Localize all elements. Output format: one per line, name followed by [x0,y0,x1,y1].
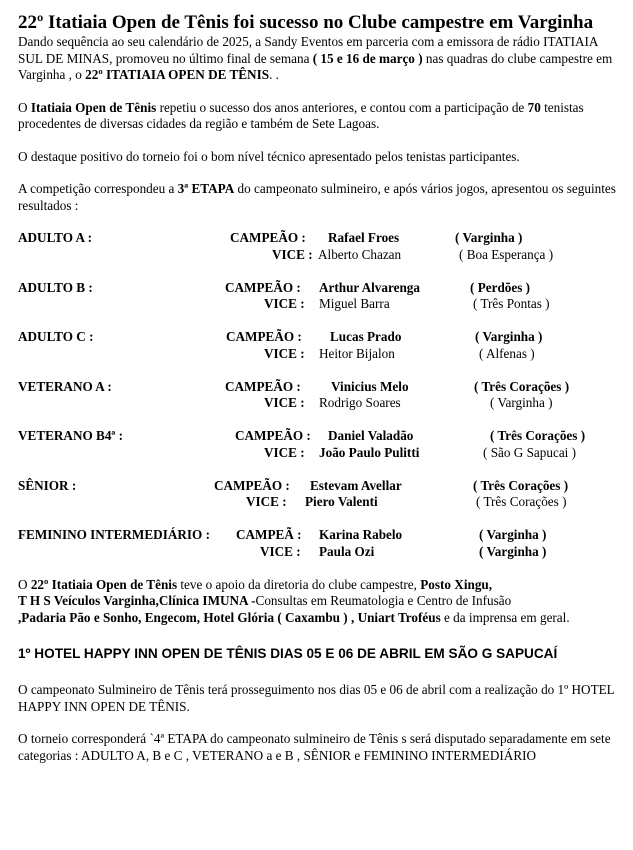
category-label: ADULTO B : [18,279,93,295]
champion-name: Arthur Alvarenga [319,279,420,295]
champion-name: Estevam Avellar [310,477,402,493]
champion-name: Rafael Froes [328,230,400,245]
competition-paragraph: A competição correspondeu a 3ª ETAPA do campeonato sulmineiro, e após vários jogos, apresentou os seguintes resultados : [18,181,616,213]
category-label: VETERANO A : [18,378,112,394]
vice-city: ( Três Corações ) [476,494,567,509]
vice-name: Rodrigo Soares [319,395,401,410]
champion-city: ( Perdões ) [470,279,531,295]
article [18,12,622,764]
champion-label: CAMPEÃ : [236,527,302,542]
result-row [18,527,622,560]
vice-name: Paula Ozi [319,543,375,559]
vice-name: João Paulo Pulitti [319,444,420,460]
result-row [18,230,622,263]
highlight-paragraph: O destaque positivo do torneio foi o bom nível técnico apresentado pelos tenistas participantes. [18,148,520,164]
result-row [18,428,622,461]
vice-label: VICE : [264,345,305,361]
vice-label: VICE : [264,296,305,311]
vice-city: ( Boa Esperança ) [459,246,554,262]
champion-name: Daniel Valadão [328,428,414,443]
category-label: ADULTO C : [18,329,94,344]
result-row [18,280,622,313]
next-event-categories-paragraph: O torneio corresponderá `4ª ETAPA do campeonato sulmineiro de Tênis s será disputado separadamente em sete categorias : ADULTO A, B e C , VETERANO a e B , SÊNIOR e FEMININO INTERMEDIÁRIO [18,731,611,763]
vice-label: VICE : [246,494,287,509]
next-event-title: 1º HOTEL HAPPY INN OPEN DE TÊNIS DIAS 05 E 06 DE ABRIL EM SÃO G SAPUCAÍ [18,646,558,661]
category-label: VETERANO B4ª : [18,428,124,443]
vice-city: ( São G Sapucai ) [483,444,577,460]
vice-name: Alberto Chazan [318,246,402,262]
champion-label: CAMPEÃO : [235,428,311,443]
champion-city: ( Varginha ) [455,230,523,245]
champion-label: CAMPEÃO : [230,230,306,245]
champion-label: CAMPEÃO : [225,279,301,295]
champion-label: CAMPEÃO : [225,378,301,394]
result-row [18,379,622,412]
vice-label: VICE : [272,246,313,262]
intro-paragraph: Dando sequência ao seu calendário de 2025, a Sandy Eventos em parceria com a emissora de rádio ITATIAIA SUL DE MINAS, promoveu no último final de semana ( 15 e 16 de março ) nas quadras do clube campestre em Varginha , o 22º ITATIAIA OPEN DE TÊNIS. . [18,34,613,82]
vice-label: VICE : [264,444,305,460]
category-label: FEMININO INTERMEDIÁRIO : [18,527,210,542]
champion-city: ( Varginha ) [479,527,547,542]
champion-city: ( Três Corações ) [490,428,586,443]
vice-city: ( Alfenas ) [479,345,535,361]
champion-name: Karina Rabelo [319,527,403,542]
champion-label: CAMPEÃO : [214,477,290,493]
vice-city: ( Varginha ) [479,543,547,559]
vice-city: ( Três Pontas ) [473,296,550,311]
vice-name: Heitor Bijalon [319,345,395,361]
category-label: SÊNIOR : [18,477,77,493]
champion-label: CAMPEÃO : [226,329,302,344]
champion-name: Vinicius Melo [331,378,409,394]
vice-label: VICE : [264,395,305,410]
category-label: ADULTO A : [18,230,93,245]
participation-paragraph: O Itatiaia Open de Tênis repetiu o sucesso dos anos anteriores, e contou com a participação de 70 tenistas procedentes de diversas cidades da região e também de Sete Lagoas. [18,99,584,131]
results-list [18,230,622,577]
vice-label: VICE : [260,543,301,559]
vice-name: Miguel Barra [319,296,390,311]
champion-city: ( Varginha ) [475,329,543,344]
result-row [18,329,622,362]
article-title: 22º Itatiaia Open de Tênis foi sucesso no Clube campestre em Varginha [18,12,594,33]
vice-name: Piero Valenti [305,494,378,509]
vice-city: ( Varginha ) [490,395,553,410]
support-paragraph: O 22º Itatiaia Open de Tênis teve o apoio da diretoria do clube campestre, Posto Xingu, T H S Veículos Varginha,Clínica IMUNA -Consultas em Reumatologia e Centro de Infusão ,Padaria Pão e Sonho, Engecom, Hotel Glória ( Caxambu ) , Uniart Troféus e da imprensa em geral. [18,576,570,625]
champion-name: Lucas Prado [330,329,402,344]
next-event-paragraph: O campeonato Sulmineiro de Tênis terá prosseguimento nos dias 05 e 06 de abril com a realização do 1º HOTEL HAPPY INN OPEN DE TÊNIS. [18,682,615,714]
champion-city: ( Três Corações ) [474,378,570,394]
result-row [18,478,622,511]
champion-city: ( Três Corações ) [473,477,569,493]
